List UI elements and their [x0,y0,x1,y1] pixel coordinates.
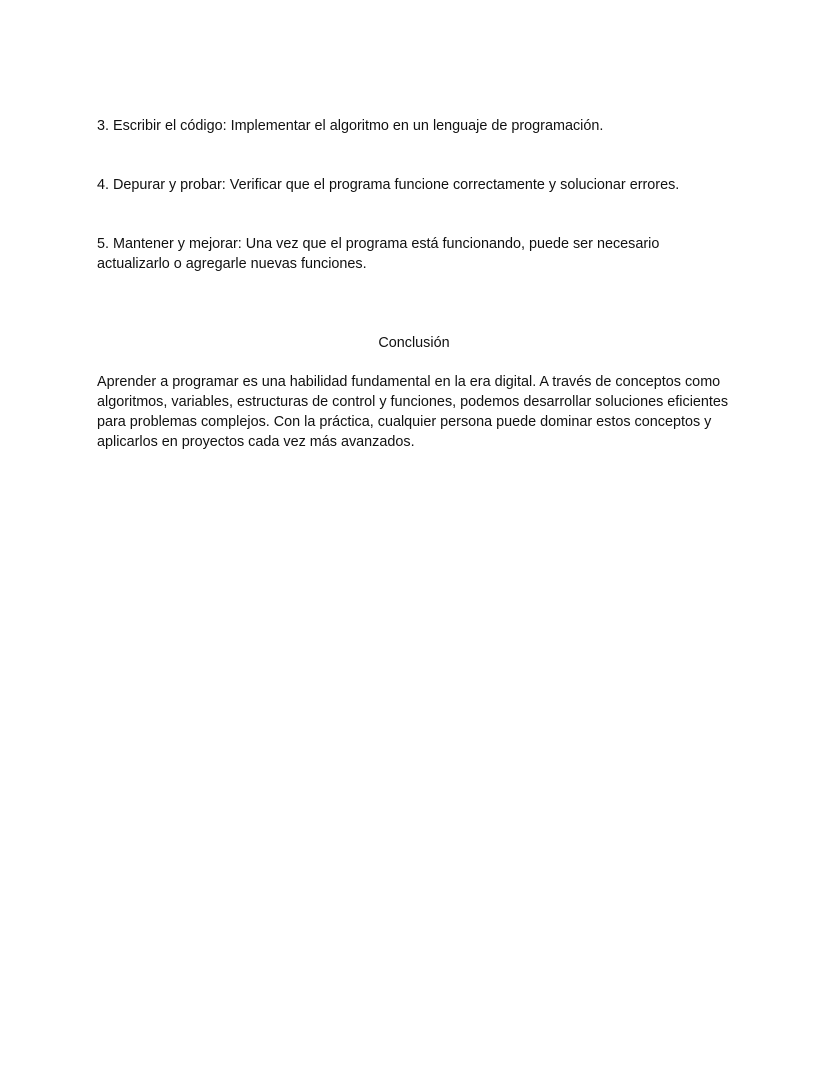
conclusion-paragraph: Aprender a programar es una habilidad fundamental en la era digital. A través de conceptos como algoritmos, variables, estructuras de control y funciones, podemos desarrollar soluciones eficientes para problemas complejos. Con la práctica, cualquier persona puede dominar estos conceptos y aplicarlos en proyectos cada vez más avanzados. [97,374,729,450]
conclusion-heading: Conclusión [378,335,450,351]
step-5-paragraph: 5. Mantener y mejorar: Una vez que el programa está funcionando, puede ser necesario actualizarlo o agregarle nuevas funciones. [97,236,660,272]
step-4-paragraph: 4. Depurar y probar: Verificar que el programa funcione correctamente y solucionar errores. [97,177,680,193]
step-3-paragraph: 3. Escribir el código: Implementar el algoritmo en un lenguaje de programación. [97,118,604,134]
